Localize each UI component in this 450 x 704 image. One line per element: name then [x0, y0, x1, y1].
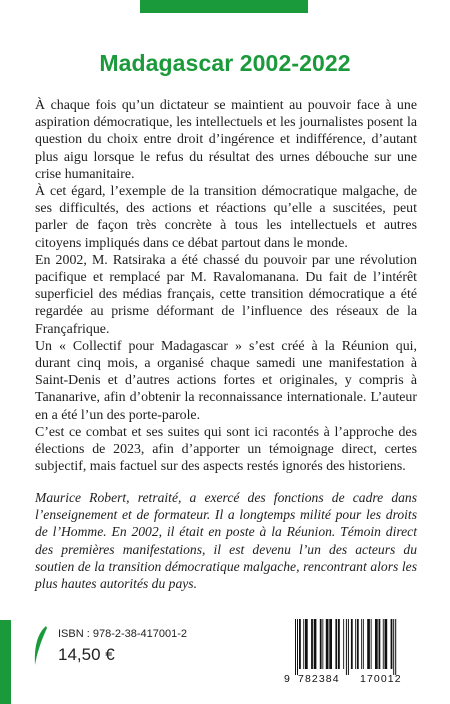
top-green-bar	[140, 0, 308, 13]
barcode-bar	[395, 619, 396, 675]
barcode-bar	[391, 619, 393, 669]
barcode-bar	[329, 619, 332, 669]
summary-paragraph-1: À chaque fois qu’un dictateur se maintient au pouvoir face à une aspiration démocratique, les intellectuels et les journalistes posent la question du choix entre droit d’ingérence et indifférence, d’autant plus aigu lorsque le refus du résultat des urnes débouche sur une crise humanitaire.	[35, 98, 417, 182]
barcode-bar	[343, 619, 344, 669]
barcode-bar	[320, 619, 322, 669]
barcode-bar	[346, 619, 347, 675]
book-title: Madagascar 2002-2022	[99, 50, 351, 76]
barcode-bar	[351, 619, 353, 669]
barcode-bars-icon	[282, 617, 417, 675]
barcode-bar	[299, 619, 301, 669]
barcode-bar	[305, 619, 308, 669]
barcode-bar	[357, 619, 359, 669]
isbn-text: ISBN : 978-2-38-417001-2	[58, 628, 188, 640]
barcode-bar	[303, 619, 304, 669]
summary-paragraph-2: À cet égard, l’exemple de la transition démocratique malgache, de ses difficultés, des actions et réactions qu’elle a suscitées, peut parler de façon très concrète à tous les intellectuels et autres citoyens impliqués dans ce débat partout dans le monde.	[35, 184, 417, 251]
price-text: 14,50 €	[58, 645, 115, 664]
barcode-bar	[379, 619, 381, 669]
barcode-right-group: 170012	[360, 673, 402, 685]
summary-paragraph-3: En 2002, M. Ratsiraka a été chassé du pouvoir par une révolution pacifique et remplacé par M. Ravalomanana. Du fait de l’intérêt superficiel des médias français, cette transition démocratique a été regardée au prisme déformant de l’influence des réseaux de la Françafrique.	[35, 252, 417, 337]
barcode-bar	[322, 619, 323, 669]
barcode-bar	[393, 619, 394, 675]
barcode-bar	[383, 619, 384, 669]
barcode-bar	[297, 619, 298, 675]
barcode-first-digit: 9	[284, 673, 291, 685]
summary-paragraph-5: C’est ce combat et ses suites qui sont ici racontés à l’approche des élections de 2023, afin d’apporter un témoignage direct, certes subjectif, mais factuel sur des aspects restés ignorés des historiens.	[35, 424, 417, 475]
left-green-bar	[0, 620, 11, 704]
leaf-logo-icon	[32, 625, 48, 667]
barcode-left-group: 782384	[298, 673, 340, 685]
barcode-bar	[385, 619, 388, 669]
barcode-bar	[338, 619, 340, 669]
barcode-bar	[311, 619, 313, 669]
barcode-bar	[326, 619, 329, 669]
barcode-bar	[367, 619, 370, 669]
barcode-bar	[361, 619, 362, 669]
barcode-bar	[371, 619, 372, 669]
summary-paragraph-4: Un « Collectif pour Madagascar » s’est créé à la Réunion qui, durant cinq mois, a organisé chaque samedi une manifestation à Saint-Denis et d’autres actions fortes et originales, y compris à Tananarive, afin d’obtenir la reconnaissance internationale. L’auteur en a été l’un des porte-parole.	[35, 338, 417, 423]
barcode-bar	[348, 619, 349, 675]
barcode-bar	[375, 619, 378, 669]
author-bio: Maurice Robert, retraité, a exercé des fonctions de cadre dans l’enseignement et de formateur. Il a longtemps milité pour les droits de l’Homme. En 2002, il était en poste à la Réunion. Témoin direct des premières manifestations, il est devenu l’un des acteurs du soutien de la transition démocratique malgache, rencontrant alors les plus hautes autorités du pays.	[35, 490, 417, 592]
barcode-bar	[355, 619, 356, 669]
barcode-bar	[363, 619, 364, 669]
barcode	[282, 617, 417, 687]
barcode-bar	[335, 619, 337, 669]
barcode-bar	[314, 619, 317, 669]
back-cover-summary	[35, 97, 417, 475]
barcode-bar	[295, 619, 296, 675]
